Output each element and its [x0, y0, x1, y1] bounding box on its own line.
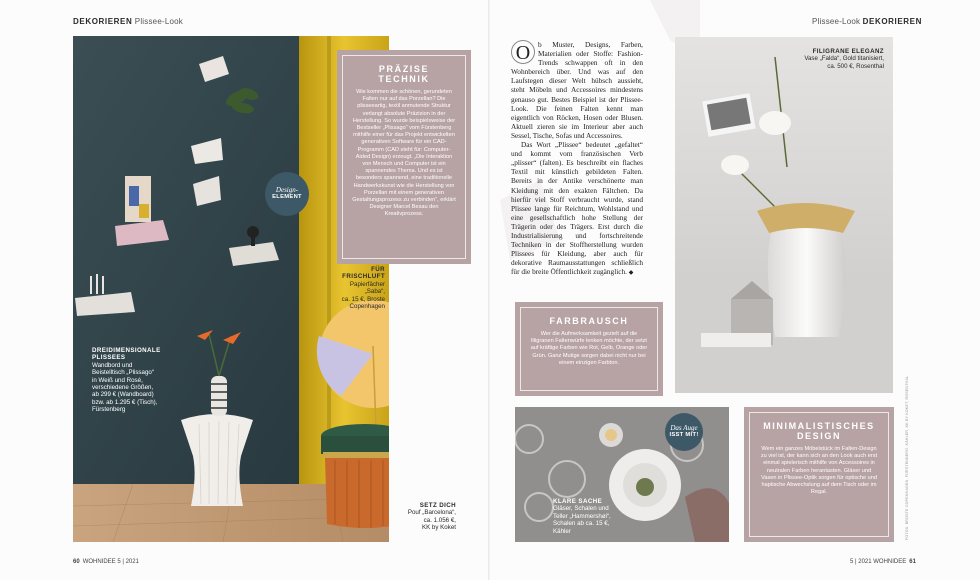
article-paragraph-1: b Muster, Designs, Farben, Materialien oder Stoffe: Fashion-Trends schwappen oft in den Wohnbereich über. Und was auf den Laufstegen dieser Welt hübsch aussieht, steht Möbeln und Accessoires mindestens genauso gut. Bestes Beispiel ist der Plissee-Look. Die feinen Falten kennt man eigentlich von Röcken, Hosen oder Blusen. Aktuell zieren sie im Interieur aber auch Sessel, Tische, Sofas und Accessoires.	[511, 40, 643, 140]
end-mark-icon: ◆	[628, 270, 634, 277]
photo-credit: FOTOS: BROSTE COPENHAGEN, FÜRSTENBERG, KÄHLER, KK BY KOKET, ROSENTHAL	[905, 375, 909, 540]
farbrausch-text: Wer die Aufmerksamkeit gezielt auf die filigranen Faltenwürfe lenken möchte, der setzt auf kräftige Farben wie Rot, Gelb, Orange oder Grün. Ganz Mutige sorgen dabei nicht nur bei einem einzigen Farbton.	[530, 331, 648, 366]
auge-isst-mit-badge: Das Auge ISST MIT!	[665, 413, 703, 451]
article-paragraph-2: Das Wort „Plissee“ bedeutet „gefaltet“ und kommt vom französischen Verb „plisser“ (falten). Es beschreibt ein flaches Textil mit künstlich gebildeten Falten. Bereits in der Antike verschönerte man Kleidung mit den exakten Fältchen. Da hierfür viel Stoff verbraucht wurde, stand Plissee lange für Reichtum, Wohlstand und eine gesellschaftlich hohe Stellung der Trägerin oder des Trägers. Erst durch die Industrialisierung und fortschreitende Techniken in der Stoffherstellung wurden Plissees für Kleidung, aber auch für dekorative Raumausstattungen schließlich für die breite Öffentlichkeit zugänglich.	[511, 140, 643, 277]
left-header: DEKORIEREN Plissee-Look	[73, 17, 183, 26]
design-element-badge: Design- ELEMENT	[265, 172, 309, 216]
right-header: Plissee-Look DEKORIEREN	[812, 17, 922, 26]
minimalistisches-design-title: MINIMALISTISCHES DESIGN	[763, 421, 875, 441]
caption-setz-dich: SETZ DICH Pouf „Barcelona“, ca. 1.056 €, KK by Koket	[407, 502, 456, 532]
caption-plissees: DREIDIMENSIONALE PLISSEES Wandbord und Beistelltisch „Plissago“ in Weiß und Rosé, verschiedene Größen, ab 299 € (Wandboard) bzw. ab 1.295 € (Tisch), Fürstenberg	[92, 347, 161, 414]
caption-klare-sache: KLARE SACHE Gläser, Schalen und Teller „Hammershøi“, Schalen ab ca. 15 €, Kähler	[553, 498, 611, 535]
caption-filigrane-eleganz: FILIGRANE ELEGANZ Vase „Falda“, Gold titanisiert, ca. 500 €, Rosenthal	[804, 48, 884, 70]
minimalistisches-design-text: Wem ein ganzes Möbelstück im Falten-Design zu viel ist, der kann sich an den Look auch erst einmal spielerisch mithilfe von Accessoires in neutralen Farben herantasten. Gläser und Vasen in Plissee-Optik sorgen für optische und haptische Abwechslung auf dem Tisch oder im Regal.	[760, 446, 878, 496]
praezise-technik-title: PRÄZISE TECHNIK	[378, 64, 430, 84]
caption-frischluft: FÜR FRISCHLUFT Papierfächer „Saba“, ca. 15 €, Broste Copenhagen	[341, 266, 385, 311]
dropcap: O	[511, 40, 535, 64]
vase-photo	[675, 37, 893, 393]
farbrausch-box	[515, 302, 663, 396]
praezise-technik-text: Wie kommen die schönen, gerundeten Falten nur auf das Porzellan? Die plisseeartig, textil anmutende Struktur verlangt absolute Präzision in der Herstellung. So wurde beispielsweise der Bestseller „Plissago“ vom Fürstenberg mithilfe einer für das Projekt entwickelten generativen Software für ein CAD-Programm (CAD steht für: Computer-Aided Design) erzeugt. „Die Interaktion von Mensch und Computer ist ein spannendes Thema. Und es ist besonders spannend, eine traditionelle Handwerkskunst wie die Herstellung von Porzellan mit einem generativen Gestaltungsprozess zu verbinden“, erklärt Designer Marcel Besau den Kreativprozess.	[352, 89, 456, 218]
minimalistisches-design-box	[744, 407, 894, 542]
right-footer: 5 | 2021 WOHNIDEE 61	[850, 559, 916, 565]
article-text	[511, 40, 643, 278]
praezise-technik-box	[337, 50, 471, 264]
left-footer: 60 WOHNIDEE 5 | 2021	[73, 559, 139, 565]
farbrausch-title: FARBRAUSCH	[549, 316, 629, 326]
